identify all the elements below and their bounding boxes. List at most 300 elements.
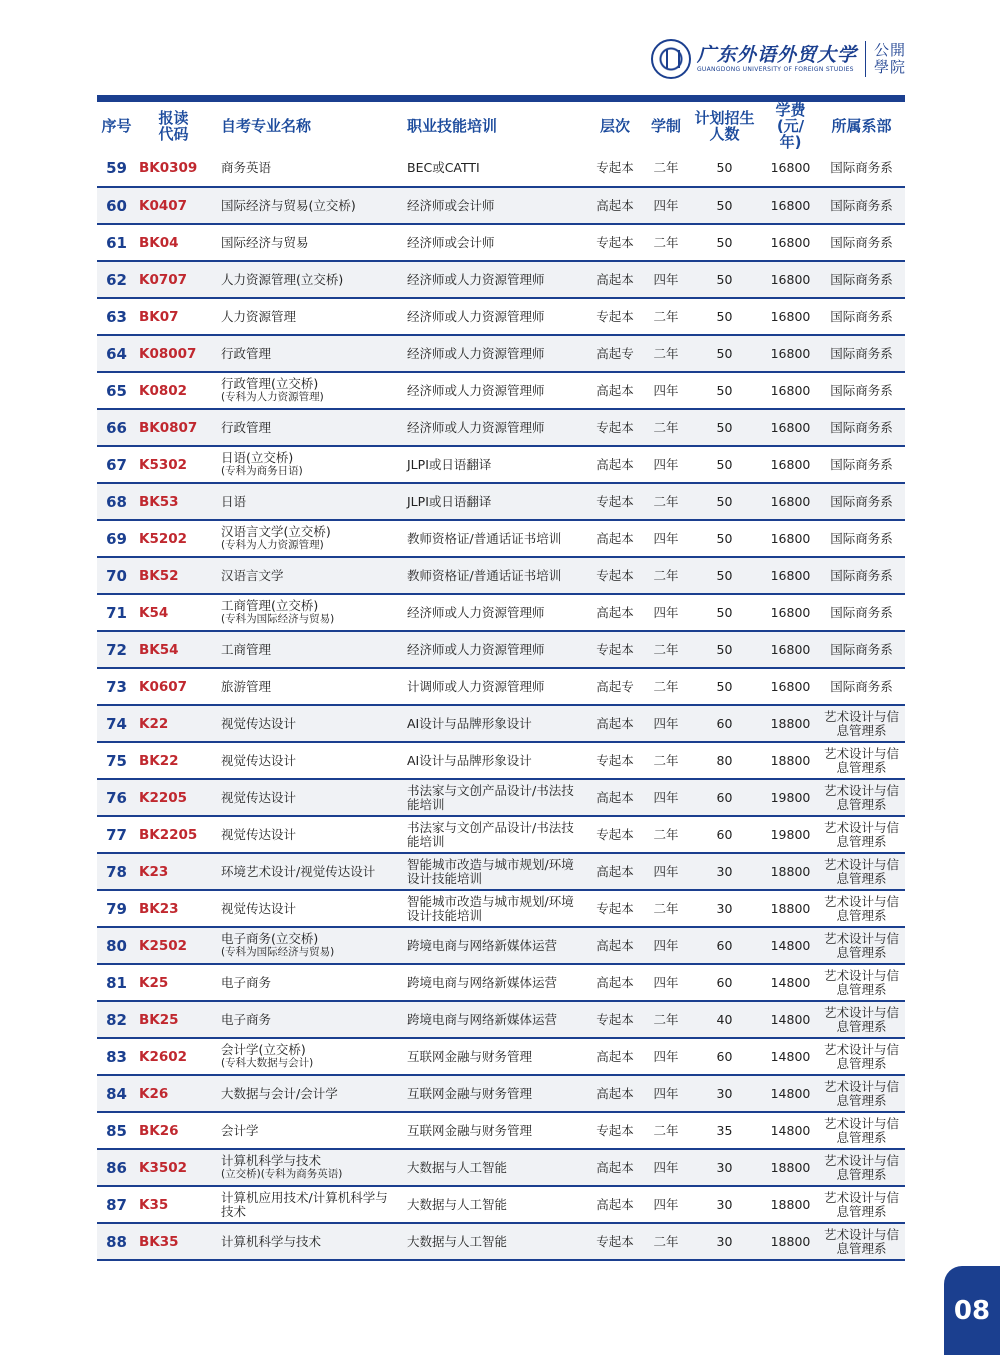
level-cell-text: 专起本 [596, 1011, 634, 1027]
duration-cell [646, 557, 686, 594]
level-cell-text: 专起本 [596, 308, 634, 324]
code-cell-text: K5202 [139, 530, 188, 547]
fee-cell [763, 668, 818, 705]
quota-cell [686, 1186, 763, 1223]
seq-cell [97, 446, 136, 483]
table-header-row [97, 102, 905, 150]
fee-cell [763, 446, 818, 483]
table-row [97, 520, 905, 557]
skill-cell-text: 经济师或人力资源管理师 [407, 271, 545, 287]
code-cell-text: BK26 [139, 1122, 179, 1139]
quota-cell [686, 594, 763, 631]
skill-cell-text: 计调师或人力资源管理师 [407, 678, 545, 694]
skill-cell-text: 互联网金融与财务管理 [407, 1122, 533, 1138]
code-cell-text: K22 [139, 715, 169, 732]
header-divider [865, 41, 866, 77]
code-cell [136, 409, 211, 446]
seq-cell [97, 1223, 136, 1260]
quota-cell-text: 50 [716, 567, 733, 583]
header-major: 自考专业名称 [221, 117, 312, 135]
major-cell-text: 大数据与会计/会计学 [221, 1085, 338, 1101]
code-cell [136, 1149, 211, 1186]
code-cell [136, 1075, 211, 1112]
skill-cell [397, 446, 584, 483]
skill-cell [397, 631, 584, 668]
code-cell-text: K3502 [139, 1159, 188, 1176]
skill-cell [397, 1001, 584, 1038]
duration-cell-text: 二年 [653, 900, 679, 916]
quota-cell-text: 50 [716, 234, 733, 250]
level-cell-text: 高起本 [596, 604, 634, 620]
table-row [97, 557, 905, 594]
code-cell-text: BK25 [139, 1011, 179, 1028]
dept-cell [818, 1001, 905, 1038]
skill-cell [397, 705, 584, 742]
table-row [97, 668, 905, 705]
fee-cell-text: 16800 [770, 641, 811, 657]
seq-cell-text: 79 [106, 899, 127, 918]
dept-cell [818, 483, 905, 520]
table-row [97, 483, 905, 520]
fee-cell [763, 1112, 818, 1149]
fee-cell [763, 187, 818, 224]
code-cell [136, 594, 211, 631]
fee-cell [763, 816, 818, 853]
duration-cell [646, 594, 686, 631]
fee-cell [763, 1186, 818, 1223]
duration-cell-text: 四年 [653, 530, 679, 546]
dept-cell [818, 927, 905, 964]
quota-cell [686, 927, 763, 964]
skill-cell [397, 1149, 584, 1186]
seq-cell-text: 60 [106, 196, 127, 215]
duration-cell [646, 520, 686, 557]
fee-cell [763, 150, 818, 187]
major-note: (专科为人力资源管理) [221, 391, 324, 403]
skill-cell [397, 224, 584, 261]
quota-cell [686, 705, 763, 742]
skill-cell [397, 1223, 584, 1260]
code-cell [136, 1223, 211, 1260]
seq-cell-text: 70 [106, 566, 127, 585]
seq-cell [97, 816, 136, 853]
skill-cell [397, 372, 584, 409]
quota-cell-text: 30 [716, 1196, 733, 1212]
level-cell-text: 高起本 [596, 382, 634, 398]
level-cell [584, 631, 646, 668]
fee-cell [763, 890, 818, 927]
level-cell [584, 816, 646, 853]
skill-cell [397, 594, 584, 631]
fee-cell-text: 18800 [770, 1233, 811, 1249]
dept-cell [818, 557, 905, 594]
code-cell [136, 150, 211, 187]
major-cell [211, 853, 397, 890]
duration-cell [646, 964, 686, 1001]
quota-cell-text: 30 [716, 1085, 733, 1101]
code-cell-text: K2502 [139, 937, 188, 954]
duration-cell-text: 二年 [653, 1011, 679, 1027]
quota-cell-text: 50 [716, 530, 733, 546]
seq-cell-text: 71 [106, 603, 127, 622]
major-cell [211, 520, 397, 557]
fee-cell-text: 16800 [770, 530, 811, 546]
header-skill: 职业技能培训 [407, 117, 498, 135]
college-name: 公開學院 [874, 41, 907, 76]
dept-cell-text: 国际商务系 [830, 234, 893, 250]
major-cell [211, 187, 397, 224]
quota-cell-text: 50 [716, 160, 733, 175]
seq-cell-text: 82 [106, 1010, 127, 1029]
university-name-cn: 广东外语外贸大学 [696, 44, 857, 66]
table-body [97, 150, 905, 1260]
duration-cell-text: 四年 [653, 974, 679, 990]
dept-cell [818, 1149, 905, 1186]
program-table [97, 102, 905, 1261]
level-cell-text: 高起本 [596, 1196, 634, 1212]
dept-cell-text: 艺术设计与信息管理系 [823, 1004, 899, 1034]
level-cell [584, 1149, 646, 1186]
seq-cell-text: 63 [106, 307, 127, 326]
level-cell [584, 1075, 646, 1112]
code-cell [136, 298, 211, 335]
level-cell-text: 专起本 [596, 160, 634, 175]
major-cell [211, 446, 397, 483]
code-cell-text: K0607 [139, 678, 188, 695]
fee-cell [763, 631, 818, 668]
major-cell [211, 557, 397, 594]
major-cell [211, 1149, 397, 1186]
major-cell-text: 视觉传达设计 [221, 826, 297, 842]
duration-cell-text: 二年 [653, 567, 679, 583]
dept-cell-text: 国际商务系 [830, 567, 893, 583]
code-cell [136, 224, 211, 261]
major-cell-text: 计算机应用技术/计算机科学与技术 [221, 1189, 388, 1219]
fee-cell [763, 594, 818, 631]
code-cell [136, 1001, 211, 1038]
quota-cell [686, 261, 763, 298]
skill-cell-text: 教师资格证/普通话证书培训 [407, 530, 562, 546]
duration-cell [646, 705, 686, 742]
level-cell-text: 高起本 [596, 271, 634, 287]
quota-cell-text: 50 [716, 493, 733, 509]
code-cell [136, 1112, 211, 1149]
table-row [97, 446, 905, 483]
major-cell [211, 298, 397, 335]
skill-cell-text: 书法家与文创产品设计/书法技能培训 [407, 782, 574, 812]
fee-cell-text: 18800 [770, 752, 811, 768]
skill-cell [397, 742, 584, 779]
table-row [97, 964, 905, 1001]
duration-cell-text: 二年 [653, 826, 679, 842]
seq-cell [97, 890, 136, 927]
skill-cell-text: 经济师或人力资源管理师 [407, 604, 545, 620]
skill-cell-text: 互联网金融与财务管理 [407, 1085, 533, 1101]
dept-cell [818, 1112, 905, 1149]
level-cell [584, 742, 646, 779]
major-cell-text: 人力资源管理 [221, 308, 297, 324]
duration-cell [646, 1001, 686, 1038]
program-table-wrapper [97, 95, 905, 1261]
skill-cell [397, 964, 584, 1001]
code-cell [136, 816, 211, 853]
code-cell-text: BK52 [139, 567, 179, 584]
table-row [97, 1038, 905, 1075]
major-cell-text: 视觉传达设计 [221, 715, 297, 731]
major-cell-text: 电子商务 [221, 1011, 272, 1027]
quota-cell-text: 50 [716, 419, 733, 435]
level-cell-text: 高起本 [596, 197, 634, 213]
duration-cell-text: 四年 [653, 604, 679, 620]
table-row [97, 742, 905, 779]
major-cell [211, 890, 397, 927]
code-cell-text: K5302 [139, 456, 188, 473]
fee-cell [763, 1149, 818, 1186]
duration-cell [646, 927, 686, 964]
duration-cell-text: 二年 [653, 160, 679, 175]
code-cell-text: BK35 [139, 1233, 179, 1250]
fee-cell [763, 742, 818, 779]
duration-cell-text: 二年 [653, 419, 679, 435]
seq-cell [97, 298, 136, 335]
level-cell [584, 1001, 646, 1038]
seq-cell-text: 75 [106, 751, 127, 770]
code-cell-text: K2205 [139, 789, 188, 806]
quota-cell [686, 520, 763, 557]
duration-cell-text: 四年 [653, 715, 679, 731]
dept-cell [818, 742, 905, 779]
level-cell-text: 高起本 [596, 974, 634, 990]
code-cell-text: BK22 [139, 752, 179, 769]
code-cell [136, 483, 211, 520]
seq-cell-text: 86 [106, 1158, 127, 1177]
fee-cell-text: 14800 [770, 1122, 811, 1138]
major-cell-text: 汉语言文学 [221, 567, 284, 583]
level-cell [584, 1112, 646, 1149]
dept-cell [818, 779, 905, 816]
fee-cell [763, 1001, 818, 1038]
skill-cell [397, 335, 584, 372]
duration-cell-text: 二年 [653, 308, 679, 324]
major-cell [211, 742, 397, 779]
skill-cell [397, 557, 584, 594]
table-row [97, 594, 905, 631]
level-cell [584, 261, 646, 298]
skill-cell-text: 大数据与人工智能 [407, 1196, 508, 1212]
fee-cell-text: 16800 [770, 345, 811, 361]
major-note: (专科大数据与会计) [221, 1057, 314, 1069]
major-cell [211, 1075, 397, 1112]
fee-cell [763, 224, 818, 261]
skill-cell-text: 智能城市改造与城市规划/环境设计技能培训 [407, 893, 574, 923]
major-cell [211, 1186, 397, 1223]
major-cell [211, 668, 397, 705]
level-cell-text: 专起本 [596, 826, 634, 842]
fee-cell [763, 964, 818, 1001]
header-fee-label: 学费(元/年) [775, 101, 806, 151]
seq-cell-text: 67 [106, 455, 127, 474]
skill-cell-text: 经济师或会计师 [407, 234, 495, 250]
dept-cell-text: 艺术设计与信息管理系 [823, 1078, 899, 1108]
duration-cell [646, 335, 686, 372]
code-cell-text: BK04 [139, 234, 179, 251]
major-cell [211, 1038, 397, 1075]
code-cell-text: K0407 [139, 197, 188, 214]
quota-cell [686, 483, 763, 520]
dept-cell [818, 1038, 905, 1075]
skill-cell-text: 跨境电商与网络新媒体运营 [407, 974, 558, 990]
code-cell-text: K2602 [139, 1048, 188, 1065]
seq-cell-text: 85 [106, 1121, 127, 1140]
major-cell [211, 1001, 397, 1038]
level-cell-text: 专起本 [596, 900, 634, 916]
seq-cell-text: 81 [106, 973, 127, 992]
seq-cell-text: 84 [106, 1084, 127, 1103]
quota-cell [686, 298, 763, 335]
seq-cell [97, 335, 136, 372]
quota-cell-text: 30 [716, 900, 733, 916]
major-cell [211, 779, 397, 816]
level-cell-text: 高起本 [596, 1159, 634, 1175]
fee-cell-text: 18800 [770, 715, 811, 731]
code-cell [136, 927, 211, 964]
duration-cell-text: 二年 [653, 234, 679, 250]
duration-cell [646, 816, 686, 853]
level-cell-text: 高起本 [596, 937, 634, 953]
seq-cell [97, 742, 136, 779]
skill-cell-text: 智能城市改造与城市规划/环境设计技能培训 [407, 856, 574, 886]
fee-cell-text: 16800 [770, 197, 811, 213]
code-cell-text: K35 [139, 1196, 169, 1213]
table-row [97, 927, 905, 964]
dept-cell-text: 国际商务系 [830, 345, 893, 361]
fee-cell [763, 557, 818, 594]
fee-cell-text: 14800 [770, 1048, 811, 1064]
duration-cell-text: 四年 [653, 456, 679, 472]
header-dept: 所属系部 [831, 117, 892, 135]
skill-cell [397, 668, 584, 705]
duration-cell [646, 446, 686, 483]
major-cell-text: 人力资源管理(立交桥) [221, 271, 344, 287]
code-cell [136, 261, 211, 298]
table-row [97, 853, 905, 890]
quota-cell-text: 50 [716, 604, 733, 620]
dept-cell [818, 1075, 905, 1112]
major-cell-text: 日语(立交桥) [221, 450, 294, 465]
code-cell [136, 853, 211, 890]
university-emblem-icon [651, 39, 691, 79]
quota-cell-text: 30 [716, 1159, 733, 1175]
level-cell [584, 335, 646, 372]
table-row [97, 705, 905, 742]
duration-cell [646, 187, 686, 224]
seq-cell [97, 224, 136, 261]
skill-cell-text: 互联网金融与财务管理 [407, 1048, 533, 1064]
code-cell-text: K25 [139, 974, 169, 991]
seq-cell [97, 594, 136, 631]
duration-cell [646, 631, 686, 668]
code-cell [136, 668, 211, 705]
header-quota [686, 102, 763, 150]
seq-cell-text: 59 [106, 159, 127, 177]
dept-cell-text: 国际商务系 [830, 197, 893, 213]
level-cell-text: 专起本 [596, 752, 634, 768]
fee-cell [763, 520, 818, 557]
code-cell-text: BK54 [139, 641, 179, 658]
fee-cell-text: 14800 [770, 974, 811, 990]
quota-cell-text: 50 [716, 641, 733, 657]
code-cell-text: K23 [139, 863, 169, 880]
seq-cell [97, 372, 136, 409]
university-logo-text [697, 44, 857, 74]
level-cell-text: 专起本 [596, 234, 634, 250]
skill-cell [397, 520, 584, 557]
duration-cell [646, 779, 686, 816]
table-row [97, 1149, 905, 1186]
code-cell [136, 520, 211, 557]
fee-cell-text: 18800 [770, 1196, 811, 1212]
code-cell [136, 964, 211, 1001]
dept-cell [818, 409, 905, 446]
seq-cell-text: 77 [106, 825, 127, 844]
skill-cell [397, 298, 584, 335]
duration-cell-text: 四年 [653, 1048, 679, 1064]
skill-cell [397, 890, 584, 927]
dept-cell-text: 艺术设计与信息管理系 [823, 893, 899, 923]
table-row [97, 631, 905, 668]
duration-cell-text: 二年 [653, 752, 679, 768]
skill-cell-text: 经济师或人力资源管理师 [407, 641, 545, 657]
code-cell [136, 705, 211, 742]
dept-cell-text: 国际商务系 [830, 641, 893, 657]
major-cell [211, 927, 397, 964]
level-cell [584, 150, 646, 187]
seq-cell-text: 80 [106, 936, 127, 955]
major-cell-text: 商务英语 [221, 160, 272, 175]
skill-cell [397, 187, 584, 224]
duration-cell-text: 四年 [653, 1196, 679, 1212]
seq-cell [97, 483, 136, 520]
quota-cell-text: 50 [716, 678, 733, 694]
level-cell [584, 372, 646, 409]
major-note: (专科为国际经济与贸易) [221, 613, 335, 625]
fee-cell-text: 14800 [770, 1011, 811, 1027]
seq-cell-text: 61 [106, 233, 127, 252]
seq-cell-text: 72 [106, 640, 127, 659]
page-header [651, 34, 908, 84]
duration-cell-text: 二年 [653, 678, 679, 694]
fee-cell-text: 18800 [770, 900, 811, 916]
level-cell-text: 高起本 [596, 456, 634, 472]
duration-cell [646, 668, 686, 705]
quota-cell [686, 224, 763, 261]
dept-cell [818, 964, 905, 1001]
fee-cell-text: 16800 [770, 271, 811, 287]
table-row [97, 1112, 905, 1149]
skill-cell-text: 大数据与人工智能 [407, 1233, 508, 1249]
duration-cell [646, 261, 686, 298]
quota-cell-text: 60 [716, 715, 733, 731]
skill-cell [397, 261, 584, 298]
major-cell [211, 261, 397, 298]
level-cell [584, 668, 646, 705]
code-cell [136, 1186, 211, 1223]
quota-cell [686, 631, 763, 668]
dept-cell [818, 187, 905, 224]
quota-cell-text: 50 [716, 308, 733, 324]
level-cell [584, 409, 646, 446]
seq-cell [97, 668, 136, 705]
